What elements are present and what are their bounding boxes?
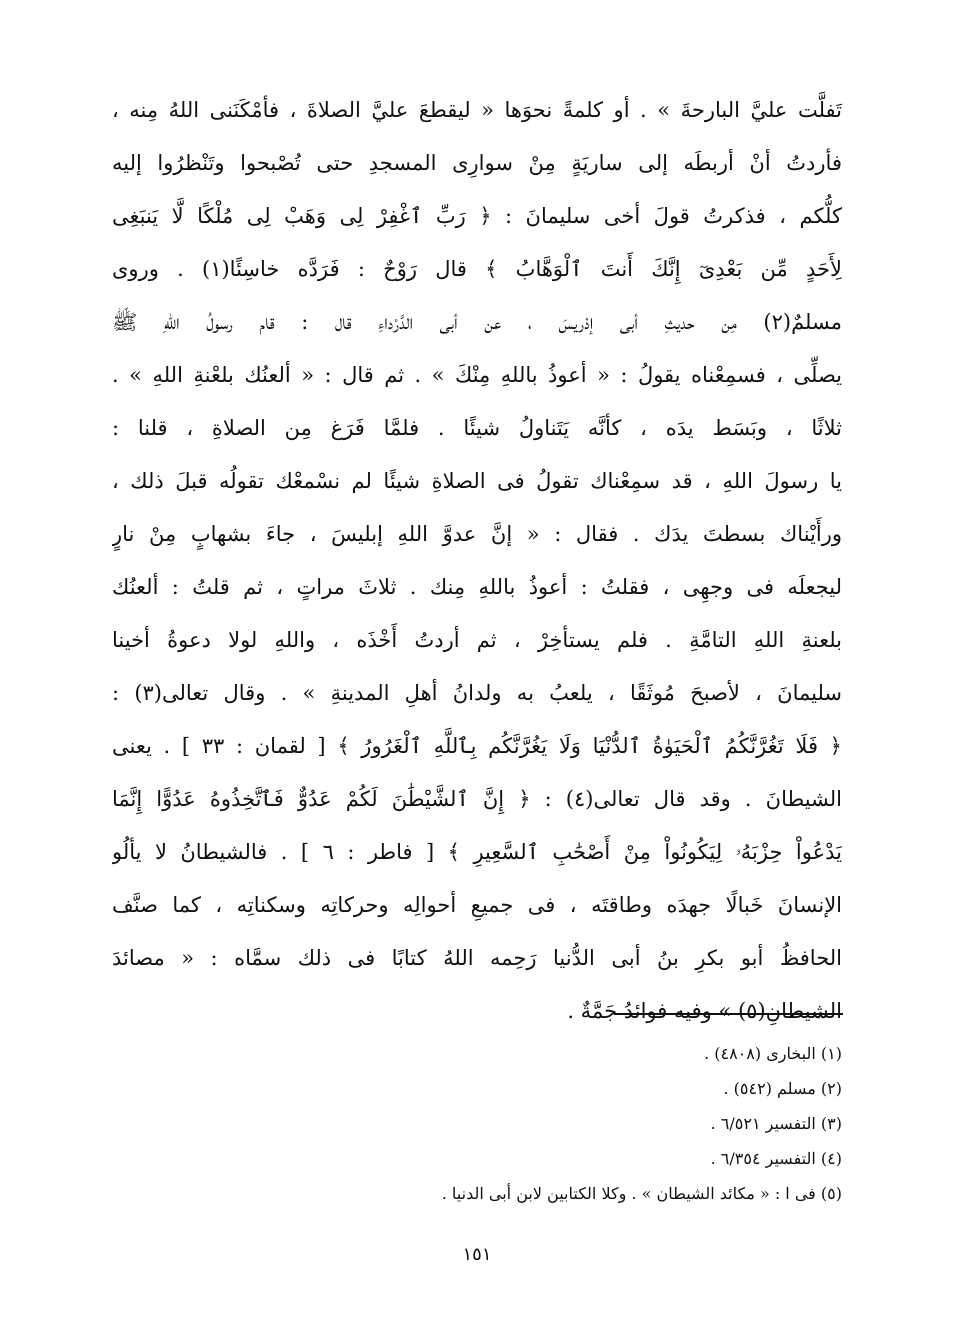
footnote: (٢) مسلم (٥٤٢) . [723,1079,842,1098]
text-line: يصلِّى ، فسمِعْناه يقولُ : « أعوذُ باللهِ مِنْكَ » . ثم قال : « ألعنُك بلعْنةِ اللهِ » . [112,363,842,387]
main-text [112,84,842,1038]
text-line: الإنسانَ خَبالًا جهدَه وطاقتَه ، فى جميعِ أحوالِه وحركاتِه وسكناتِه ، كما صنَّف [112,893,842,917]
text-line: ورأَيْناك بسطتَ يدَك . فقال : « إنَّ عدوَّ اللهِ إبليسَ ، جاءَ بشهابٍ مِنْ نارٍ [112,522,842,546]
text-line: فأردتُ أنْ أربطَه إلى ساريَةٍ مِنْ سوارِى المسجدِ حتى تُصْبحوا وتَنْظرُوا إليه [112,151,842,175]
footnote: (٤) التفسير ٦/٣٥٤ . [710,1149,842,1168]
footnote: (١) البخارى (٤٨٠٨) . [704,1044,842,1063]
footnote: (٣) التفسير ٦/٥٢١ . [710,1114,842,1133]
text-line: لِأَحَدٍ مِّن بَعْدِىٓ إِنَّكَ أَنتَ ٱلْوَهَّابُ ﴾ قال رَوْحٌ : فَرَدَّه خاسِئًا(١) . وروى [112,257,842,281]
text-line: مسلمٌ(٢) مِن حديثِ أبى إدْريسَ ، عن أبى الدَّرْداءِ قال : قام رسولُ اللهِ ﷺ [112,310,842,334]
footnotes [112,1036,842,1211]
text-line: يَدْعُواْ حِزْبَهُۥ لِيَكُونُواْ مِنْ أَصْحَٰبِ ٱلسَّعِيرِ ﴾ [ فاطر : ٦ ] . فالشيطانُ لا يألُو [112,840,842,864]
footnote: (٥) فى ا : « مكائد الشيطان » . وكلا الكتابين لابن أبى الدنيا . [441,1184,842,1203]
page-number: ١٥١ [462,1244,492,1265]
text-line: ﴿ فَلَا تَغُرَّنَّكُمُ ٱلْحَيَوٰةُ ٱلدُّنْيَا وَلَا يَغُرَّنَّكُم بِٱللَّهِ ٱلْغَرُورُ ﴾ [ لقمان : ٣٣ ] . يعنى [112,734,842,758]
text-line: كلُّكم ، فذكرتُ قولَ أخى سليمانَ : ﴿ رَبِّ ٱغْفِرْ لِى وَهَبْ لِى مُلْكًا لَّا يَنبَغِى [112,204,842,228]
text-line: الشيطانَ . وقد قال تعالى(٤) : ﴿ إِنَّ ٱلشَّيْطَٰنَ لَكُمْ عَدُوٌّ فَٱتَّخِذُوهُ عَدُوًّا إِنَّمَا [112,787,842,811]
text-line: ليجعلَه فى وجهِى ، فقلتُ : أعوذُ باللهِ مِنك . ثلاثَ مراتٍ ، ثم قلتُ : ألعنُك [112,575,842,599]
text-line: الشيطانِ(٥) » وفيه فوائدُ جَمَّةٌ . [567,999,842,1023]
text-line: الحافظُ أبو بكرِ بنُ أبى الدُّنيا رَحِمه اللهُ كتابًا فى ذلك سمَّاه : « مصائدَ [112,946,842,970]
text-line: ثلاثًا ، وبَسَط يدَه ، كأنَّه يَتَناولُ شيئًا . فلمَّا فَرَغ مِن الصلاةِ ، قلنا : [112,416,842,440]
footnote-divider [614,1013,843,1015]
text-line: تَفلَّت عليَّ البارحةَ » . أو كلمةً نحوَها « ليقطعَ عليَّ الصلاةَ ، فأمْكَنَنى اللهُ مِنه ، [112,98,842,122]
text-line: يا رسولَ اللهِ ، قد سمِعْناك تقولُ فى الصلاةِ شيئًا لم نسْمعْك تقولُه قبلَ ذلك ، [112,469,842,493]
text-line: سليمانَ ، لأصبحَ مُوثَقًا ، يلعبُ به ولدانُ أهلِ المدينةِ » . وقال تعالى(٣) : [112,681,842,705]
text-line: بلعنةِ اللهِ التامَّةِ . فلم يستأخِرْ ، ثم أردتُ أَخْذَه ، واللهِ لولا دعوةُ أخينا [112,628,842,652]
